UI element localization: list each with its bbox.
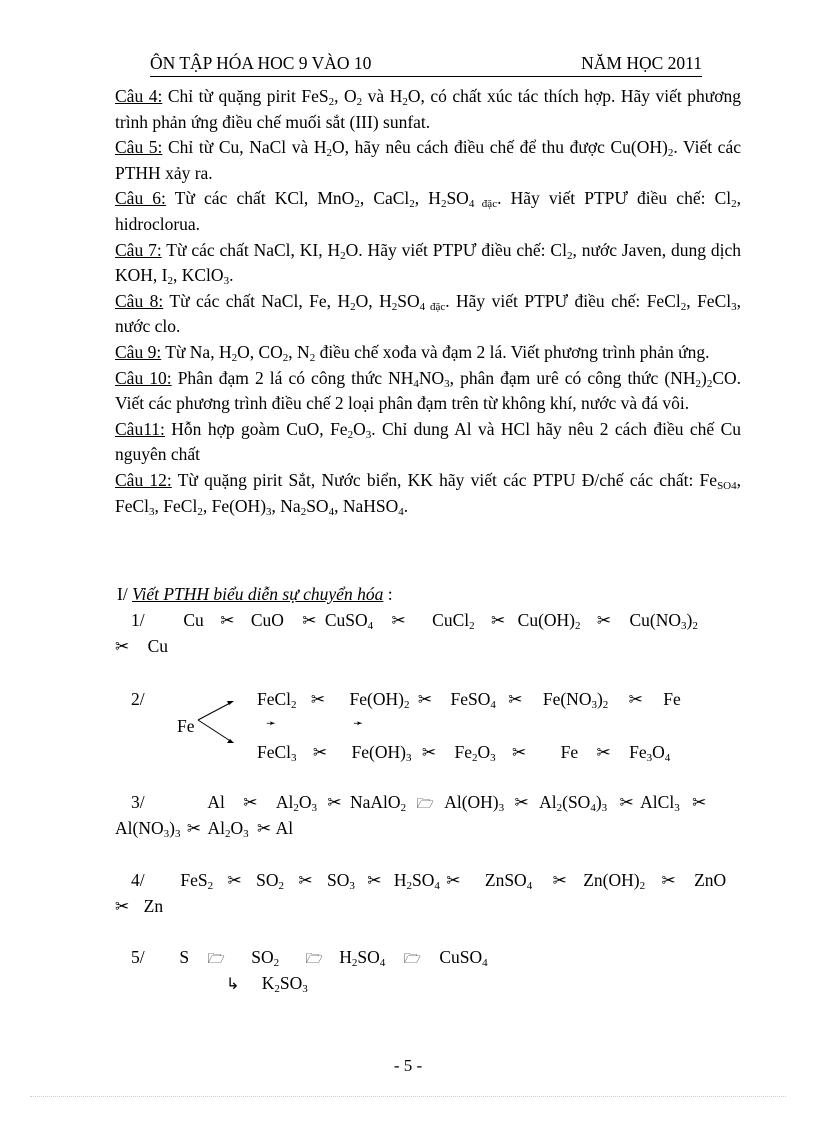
question-item xyxy=(115,417,741,468)
chain-item: $Al(OH)_3$ xyxy=(444,792,505,814)
arrow-icon: ✂ xyxy=(243,793,258,813)
section-suffix: : xyxy=(383,584,393,604)
chain-item: $Fe_2O_3$ xyxy=(454,742,496,764)
chain-2-top xyxy=(257,688,681,711)
question-text: Từ các chất NaCl, Fe, $H_2O$, $H_2SO_{4 đặc}$. Hãy viết PTPƯ điều chế: FeCl$_2$, FeCl$_3$, nước clo. xyxy=(115,290,741,337)
chain-item: Fe xyxy=(560,742,579,762)
chain-item: AlCl$_3$ xyxy=(640,792,680,814)
question-label: Câu 10: xyxy=(115,367,172,388)
question-item xyxy=(115,340,741,366)
chain-1-line-2 xyxy=(115,635,168,658)
question-text: Chỉ từ quặng pirit FeS$_2$, $O_2$ và $H_2O$, có chất xúc tác thích hợp. Hãy viết phương trình phản ứng điều chế muối sắt (III) sunfat. xyxy=(115,86,741,132)
chain-item: Fe xyxy=(177,716,195,736)
arrow-icon: ✂ xyxy=(115,637,130,657)
chain-5-branch xyxy=(226,972,308,995)
chain-item: ZnO xyxy=(694,870,727,890)
chain-item: CuSO$_4$ xyxy=(439,947,488,969)
chain-item: $Cu(NO_3)_2$ xyxy=(629,610,698,632)
folder-icon: 🗁 xyxy=(305,951,323,967)
arrow-icon: ✂ xyxy=(596,743,611,763)
arrow-icon: ✂ xyxy=(552,871,567,891)
chain-item: $Al(NO_3)_3$ xyxy=(115,818,181,840)
chain-item: $Al_2(SO_4)_3$ xyxy=(539,792,608,814)
branch-arrow-icon: ↳ xyxy=(226,974,240,993)
section-heading xyxy=(117,584,393,605)
question-text: Từ Na, $H_2O$, $CO_2$, $N_2$ điều chế xođa và đạm 2 lá. Viết phương trình phản ứng. xyxy=(161,341,710,364)
question-text: Chỉ từ Cu, NaCl và $H_2O$, hãy nêu cách điều chế để thu được $Cu(OH)_2$. Viết các PTHH xảy ra. xyxy=(115,137,741,183)
section-title: Viết PTHH biểu diễn sự chuyển hóa xyxy=(132,584,384,604)
page-header xyxy=(150,52,702,77)
arrow-icon: ✂ xyxy=(446,871,461,891)
chain-item: $Al_2O_3$ xyxy=(275,792,318,814)
question-item xyxy=(115,366,741,417)
folder-icon: 🗁 xyxy=(403,951,421,967)
chain-item: $Fe(NO_3)_2$ xyxy=(542,689,609,711)
arrow-icon: ✂ xyxy=(421,743,437,763)
chain-2-number xyxy=(131,688,145,710)
arrow-icon: ✂ xyxy=(367,871,382,891)
chain-item: $H_2SO_4$ xyxy=(393,870,440,892)
chain-number: 3/ xyxy=(131,792,145,812)
chain-item: Cu xyxy=(147,636,169,656)
chain-item: ZnSO$_4$ xyxy=(484,870,533,892)
question-label: Câu 6: xyxy=(115,188,166,209)
page-number: - 5 - xyxy=(393,1056,423,1075)
chain-item: CuCl$_2$ xyxy=(432,610,475,632)
chain-item: $Al_2O_3$ xyxy=(207,818,249,840)
arrow-icon: ✂ xyxy=(619,793,634,813)
chain-item: Al xyxy=(275,818,294,838)
chain-item: Fe xyxy=(663,689,681,709)
header-title: ÔN TẬP HÓA HOC 9 VÀO 10 xyxy=(150,53,372,73)
arrow-icon: ✂ xyxy=(298,871,313,891)
chain-item: FeS$_2$ xyxy=(180,870,214,892)
chain-number: 1/ xyxy=(131,610,145,630)
question-item xyxy=(115,84,741,135)
chain-4-line-1 xyxy=(131,869,726,892)
small-arrow-icon: ➛ xyxy=(353,716,364,730)
arrow-icon: ✂ xyxy=(596,611,612,631)
question-item xyxy=(115,468,741,519)
chain-item: Zn xyxy=(143,896,164,916)
chain-item: Cu xyxy=(183,610,204,630)
chain-item: FeCl$_3$ xyxy=(257,742,297,764)
question-item xyxy=(115,135,741,186)
chain-item: $Zn(OH)_2$ xyxy=(583,870,646,892)
question-text: Phân đạm 2 lá có công thức $NH_4NO_3$, phân đạm urê có công thức $(NH_2)_2CO$. Viết các phương trình điều chế 2 loại phân đạm trên từ không khí, nước và đá vôi. xyxy=(115,367,741,414)
arrow-icon: ✂ xyxy=(491,611,506,631)
question-label: Câu11: xyxy=(115,418,165,439)
arrow-icon: ✂ xyxy=(227,871,242,891)
chain-item: $SO_3$ xyxy=(326,870,355,892)
arrow-icon: ✂ xyxy=(417,690,433,710)
question-label: Câu 4: xyxy=(115,86,163,106)
small-arrow-icon: ➛ xyxy=(266,716,277,730)
chain-2-start xyxy=(177,715,195,737)
arrow-icon: ✂ xyxy=(628,690,643,710)
question-label: Câu 8: xyxy=(115,290,164,311)
arrow-icon: ✂ xyxy=(391,611,406,631)
arrow-icon: ✂ xyxy=(310,690,326,710)
arrow-icon: ✂ xyxy=(514,793,529,813)
folder-icon: 🗁 xyxy=(207,951,225,967)
chain-item: CuSO$_4$ xyxy=(324,610,374,632)
arrow-icon: ✂ xyxy=(312,743,328,763)
arrow-icon: ✂ xyxy=(302,611,317,631)
question-list xyxy=(115,84,741,519)
chain-item: S xyxy=(179,947,190,967)
chain-1-line-1 xyxy=(131,609,698,632)
chain-5-line xyxy=(131,946,488,970)
chain-number: 5/ xyxy=(131,947,145,967)
chain-4-line-2 xyxy=(115,895,163,918)
arrow-icon: ✂ xyxy=(186,819,202,839)
question-item xyxy=(115,289,741,340)
chain-3-line-1 xyxy=(131,791,706,815)
arrow-icon: ✂ xyxy=(692,793,707,813)
arrow-icon: ✂ xyxy=(220,611,235,631)
chain-item: $H_2SO_4$ xyxy=(339,947,386,969)
arrow-icon: ✂ xyxy=(256,819,272,839)
question-text: Từ quặng pirit Sắt, Nước biển, KK hãy viết các PTPU Đ/chế các chất: $Fe_{SO4}$, FeCl$_3$, FeCl$_2$, $Fe(OH)_3$, $Na_2SO_4$, NaHSO$_4$. xyxy=(115,469,741,518)
chain-item: FeCl$_2$ xyxy=(257,689,297,711)
chain-3-line-2 xyxy=(115,817,293,840)
chain-item: $SO_2$ xyxy=(256,870,284,892)
arrow-icon: ✂ xyxy=(327,793,342,813)
chain-item: $Fe_3O_4$ xyxy=(629,742,671,764)
chain-item: Al xyxy=(207,792,225,812)
chain-2-small-marks xyxy=(266,712,363,734)
chain-item: NaAlO$_2$ xyxy=(350,792,407,814)
chain-2-bottom xyxy=(257,741,670,764)
chain-item: $K_2SO_3$ xyxy=(261,973,308,995)
question-label: Câu 5: xyxy=(115,137,163,158)
chain-number: 4/ xyxy=(131,870,145,890)
header-year: NĂM HỌC 2011 xyxy=(581,53,702,73)
chain-item: $Fe(OH)_3$ xyxy=(351,742,412,764)
question-item xyxy=(115,186,741,237)
question-text: Từ các chất NaCl, KI, $H_2O$. Hãy viết PTPƯ điều chế: $Cl_2$, nước Javen, dung dịch KOH, $I_2$, KClO$_3$. xyxy=(115,239,741,288)
fork-arrows-icon xyxy=(196,692,240,748)
chain-item: $Fe(OH)_2$ xyxy=(349,689,410,711)
question-label: Câu 9: xyxy=(115,341,162,362)
question-item xyxy=(115,238,741,289)
arrow-icon: ✂ xyxy=(508,690,523,710)
chain-item: $SO_2$ xyxy=(251,947,280,969)
question-label: Câu 12: xyxy=(115,469,172,490)
question-text: Hỗn hợp goàm CuO, $Fe_2O_3$. Chỉ dung Al và HCl hãy nêu 2 cách điều chế Cu nguyên chất xyxy=(115,418,741,465)
chain-item: FeSO$_4$ xyxy=(450,689,496,711)
chain-number: 2/ xyxy=(131,689,145,709)
chain-item: CuO xyxy=(250,610,284,630)
section-prefix: I/ xyxy=(117,584,133,604)
arrow-icon: ✂ xyxy=(512,743,527,763)
page-bottom-divider xyxy=(30,1096,786,1097)
arrow-icon: ✂ xyxy=(661,871,676,891)
folder-icon: 🗁 xyxy=(416,796,434,812)
question-label: Câu 7: xyxy=(115,239,162,260)
arrow-icon: ✂ xyxy=(115,897,130,917)
question-text: Từ các chất KCl, MnO$_2$, CaCl$_2$, $H_2SO_{4 đặc}$. Hãy viết PTPƯ điều chế: $Cl_2$, hidroclorua. xyxy=(115,188,741,234)
chain-item: $Cu(OH)_2$ xyxy=(517,610,581,632)
